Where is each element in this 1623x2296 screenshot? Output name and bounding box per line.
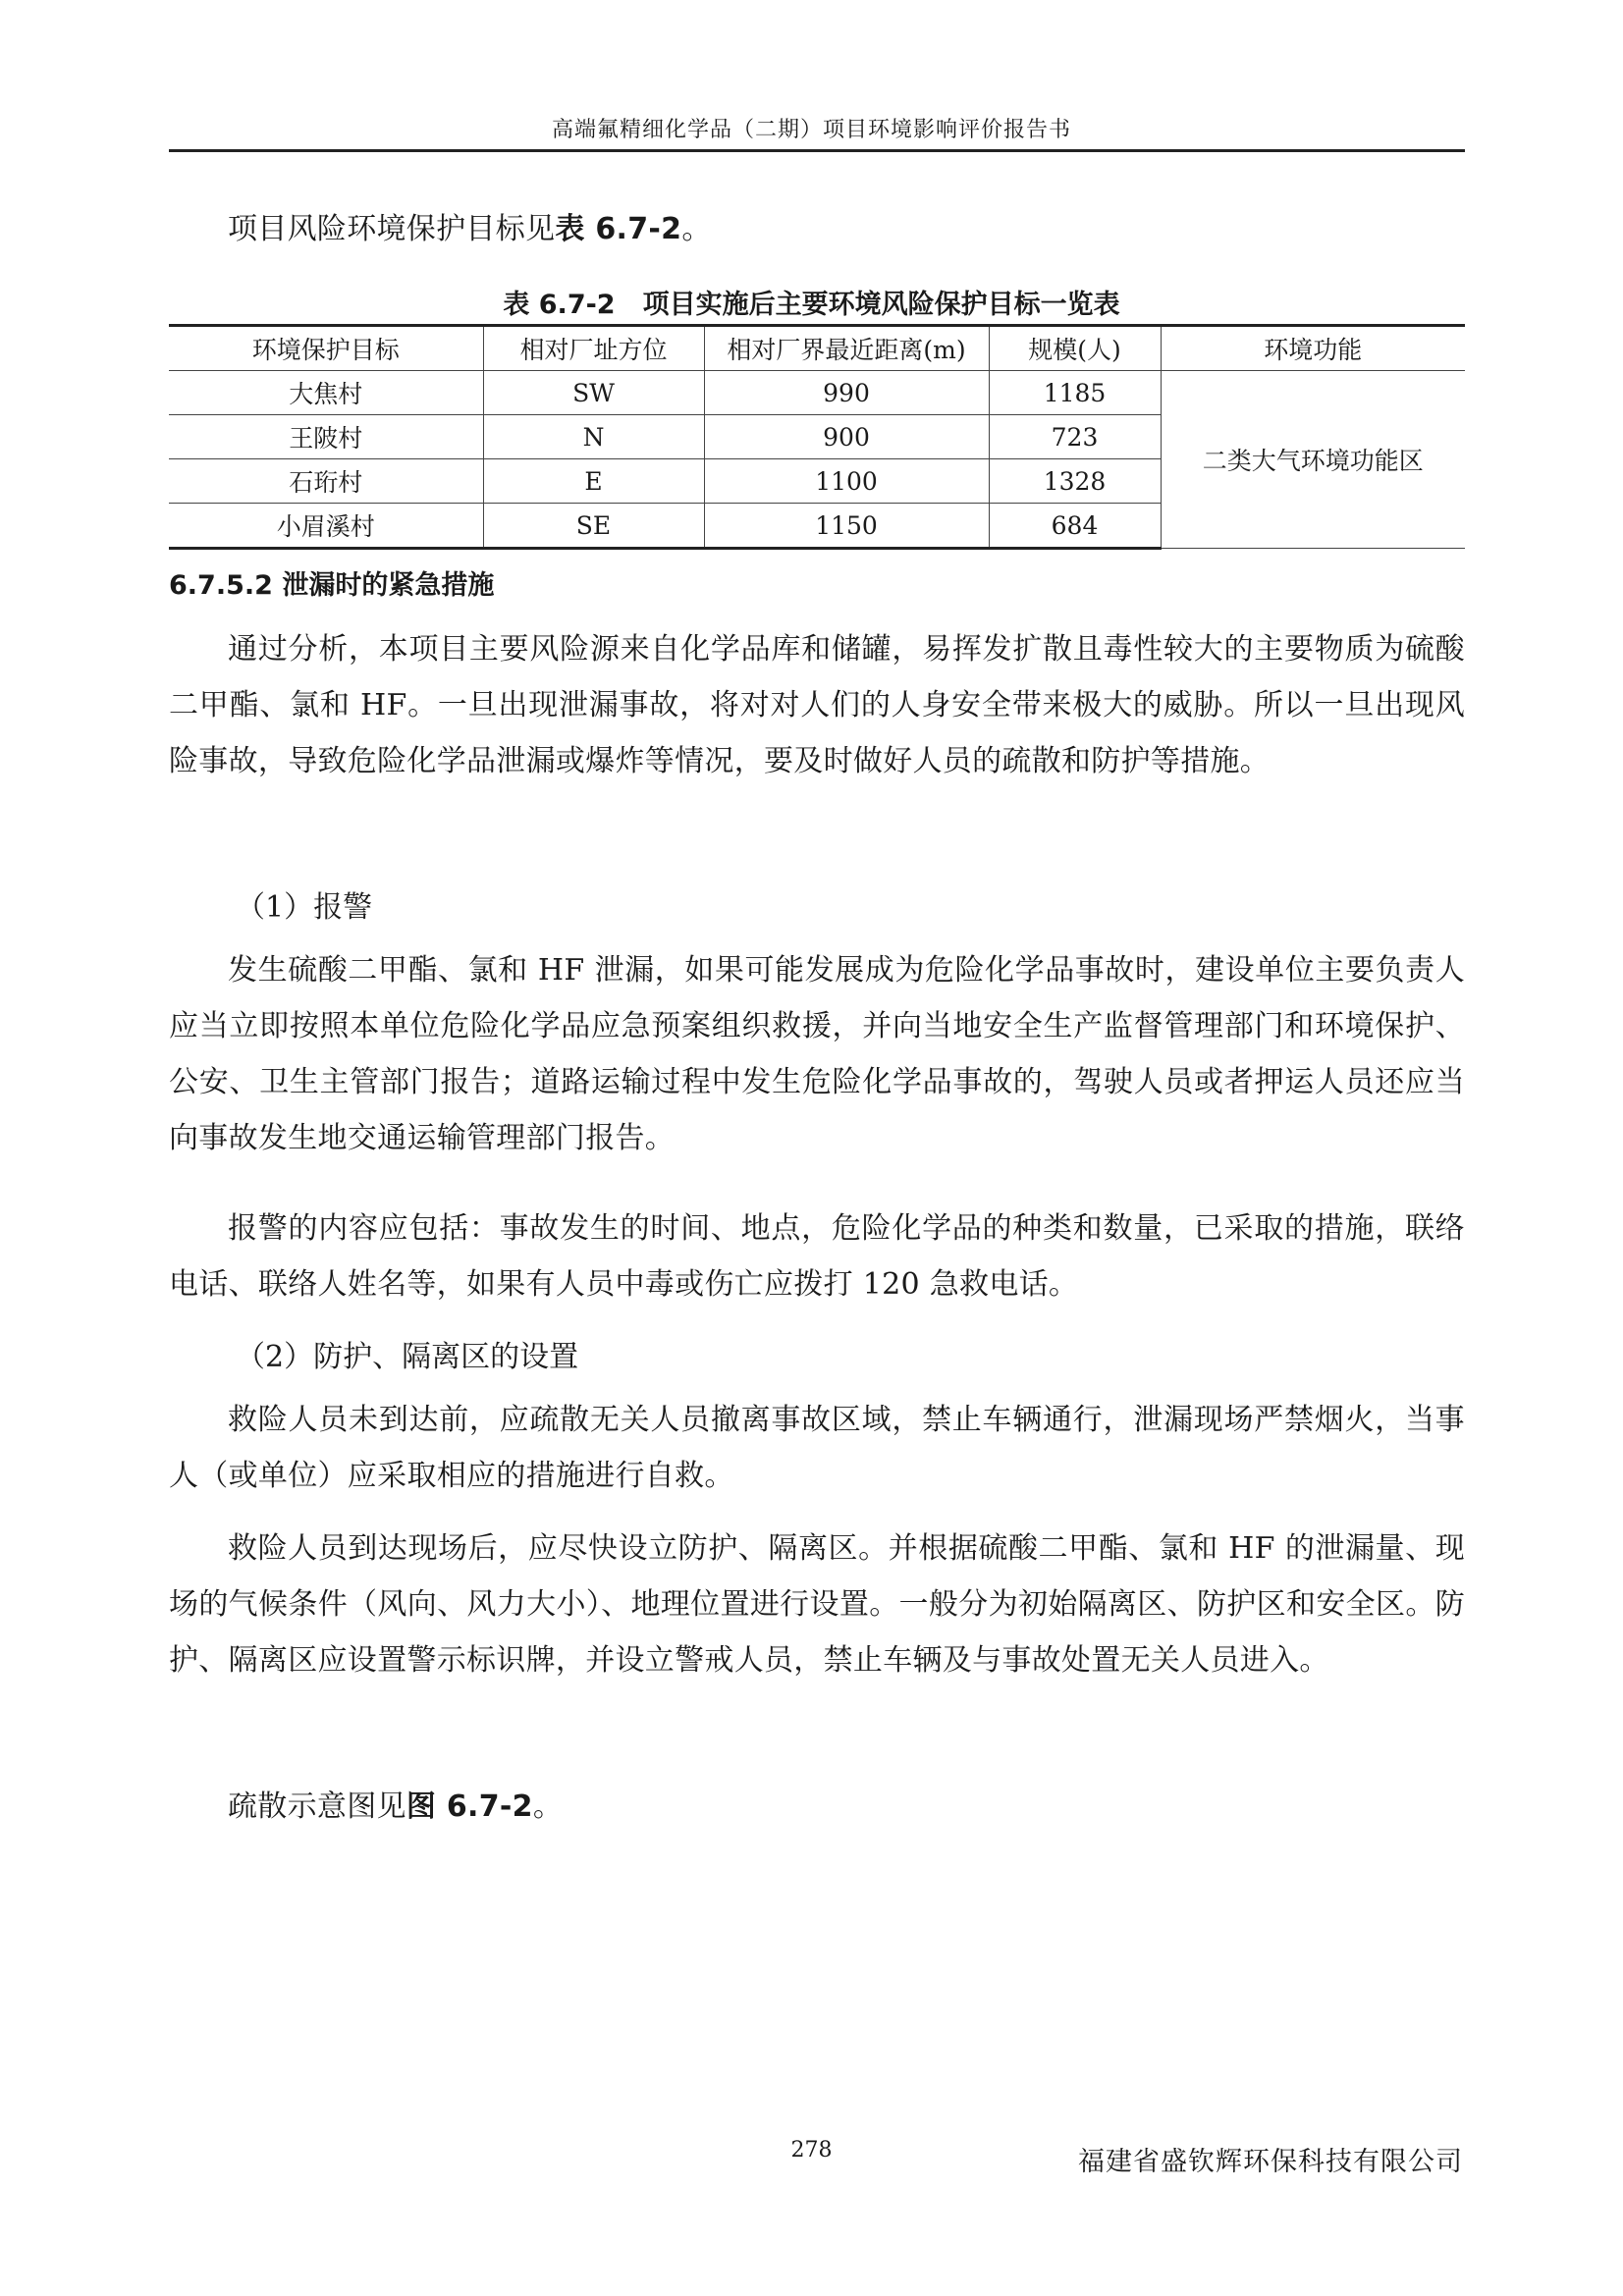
cell-scale: 1328 — [989, 459, 1161, 504]
closing-text: 疏散示意图见 — [228, 1789, 406, 1824]
paragraph-risk-analysis: 通过分析，本项目主要风险源来自化学品库和储罐，易挥发扩散且毒性较大的主要物质为硫酸二甲酯、氯和 HF。一旦出现泄漏事故，将对对人们的人身安全带来极大的威胁。所以一旦出现风险事故，导致危险化学品泄漏或爆炸等情况，要及时做好人员的疏散和防护等措施。 — [169, 632, 1465, 778]
cell-scale: 684 — [989, 504, 1161, 549]
cell-target: 王陂村 — [169, 415, 483, 459]
paragraph-isolation-setup: 救险人员到达现场后，应尽快设立防护、隔离区。并根据硫酸二甲酯、氯和 HF 的泄漏量、现场的气候条件（风向、风力大小）、地理位置进行设置。一般分为初始隔离区、防护区和安全区。防护、隔离区应设置警示标识牌，并设立警戒人员，禁止车辆及与事故处置无关人员进入。 — [169, 1531, 1465, 1678]
figure-reference: 图 6.7-2 — [406, 1789, 533, 1824]
cell-direction: N — [483, 415, 704, 459]
table-caption-title: 项目实施后主要环境风险保护目标一览表 — [642, 290, 1120, 320]
column-header-distance: 相对厂界最近距离(m) — [704, 326, 989, 371]
column-header-target: 环境保护目标 — [169, 326, 483, 371]
column-header-scale: 规模(人) — [989, 326, 1161, 371]
item-alarm: （1）报警 — [236, 890, 373, 925]
cell-scale: 723 — [989, 415, 1161, 459]
column-header-direction: 相对厂址方位 — [483, 326, 704, 371]
item-isolation-zone: （2）防护、隔离区的设置 — [236, 1340, 579, 1374]
section-heading: 6.7.5.2 泄漏时的紧急措施 — [169, 570, 495, 601]
intro-paragraph — [169, 201, 1465, 257]
closing-paragraph — [169, 1779, 1465, 1835]
cell-direction: SE — [483, 504, 704, 549]
cell-direction: SW — [483, 371, 704, 415]
cell-environment-function: 二类大气环境功能区 — [1161, 371, 1465, 549]
header-rule — [169, 149, 1465, 152]
cell-distance: 990 — [704, 371, 989, 415]
company-name: 福建省盛钦辉环保科技有限公司 — [1078, 2147, 1463, 2177]
cell-direction: E — [483, 459, 704, 504]
risk-target-table — [169, 324, 1465, 550]
page-number: 278 — [790, 2138, 833, 2163]
paragraph-alarm-procedure: 发生硫酸二甲酯、氯和 HF 泄漏，如果可能发展成为危险化学品事故时，建设单位主要负责人应当立即按照本单位危险化学品应急预案组织救援，并向当地安全生产监督管理部门和环境保护、公安、卫生主管部门报告；道路运输过程中发生危险化学品事故的，驾驶人员或者押运人员还应当向事故发生地交通运输管理部门报告。 — [169, 953, 1465, 1155]
cell-distance: 1150 — [704, 504, 989, 549]
table-reference: 表 6.7-2 — [555, 212, 682, 246]
cell-distance: 900 — [704, 415, 989, 459]
intro-end: 。 — [681, 212, 712, 246]
cell-target: 小眉溪村 — [169, 504, 483, 549]
running-header: 高端氟精细化学品（二期）项目环境影响评价报告书 — [551, 118, 1071, 142]
paragraph-before-rescue: 救险人员未到达前，应疏散无关人员撤离事故区域，禁止车辆通行，泄漏现场严禁烟火，当事人（或单位）应采取相应的措施进行自救。 — [169, 1403, 1465, 1493]
cell-distance: 1100 — [704, 459, 989, 504]
table-row — [169, 371, 1465, 415]
column-header-function: 环境功能 — [1161, 326, 1465, 371]
table-caption — [0, 283, 1623, 321]
cell-target: 石珩村 — [169, 459, 483, 504]
table-caption-number: 表 6.7-2 — [503, 290, 616, 320]
paragraph-alarm-content: 报警的内容应包括：事故发生的时间、地点，危险化学品的种类和数量，已采取的措施，联络电话、联络人姓名等，如果有人员中毒或伤亡应拨打 120 急救电话。 — [169, 1211, 1465, 1302]
intro-text: 项目风险环境保护目标见 — [228, 212, 556, 246]
cell-target: 大焦村 — [169, 371, 483, 415]
table-header-row — [169, 326, 1465, 371]
cell-scale: 1185 — [989, 371, 1161, 415]
closing-end: 。 — [532, 1789, 564, 1824]
